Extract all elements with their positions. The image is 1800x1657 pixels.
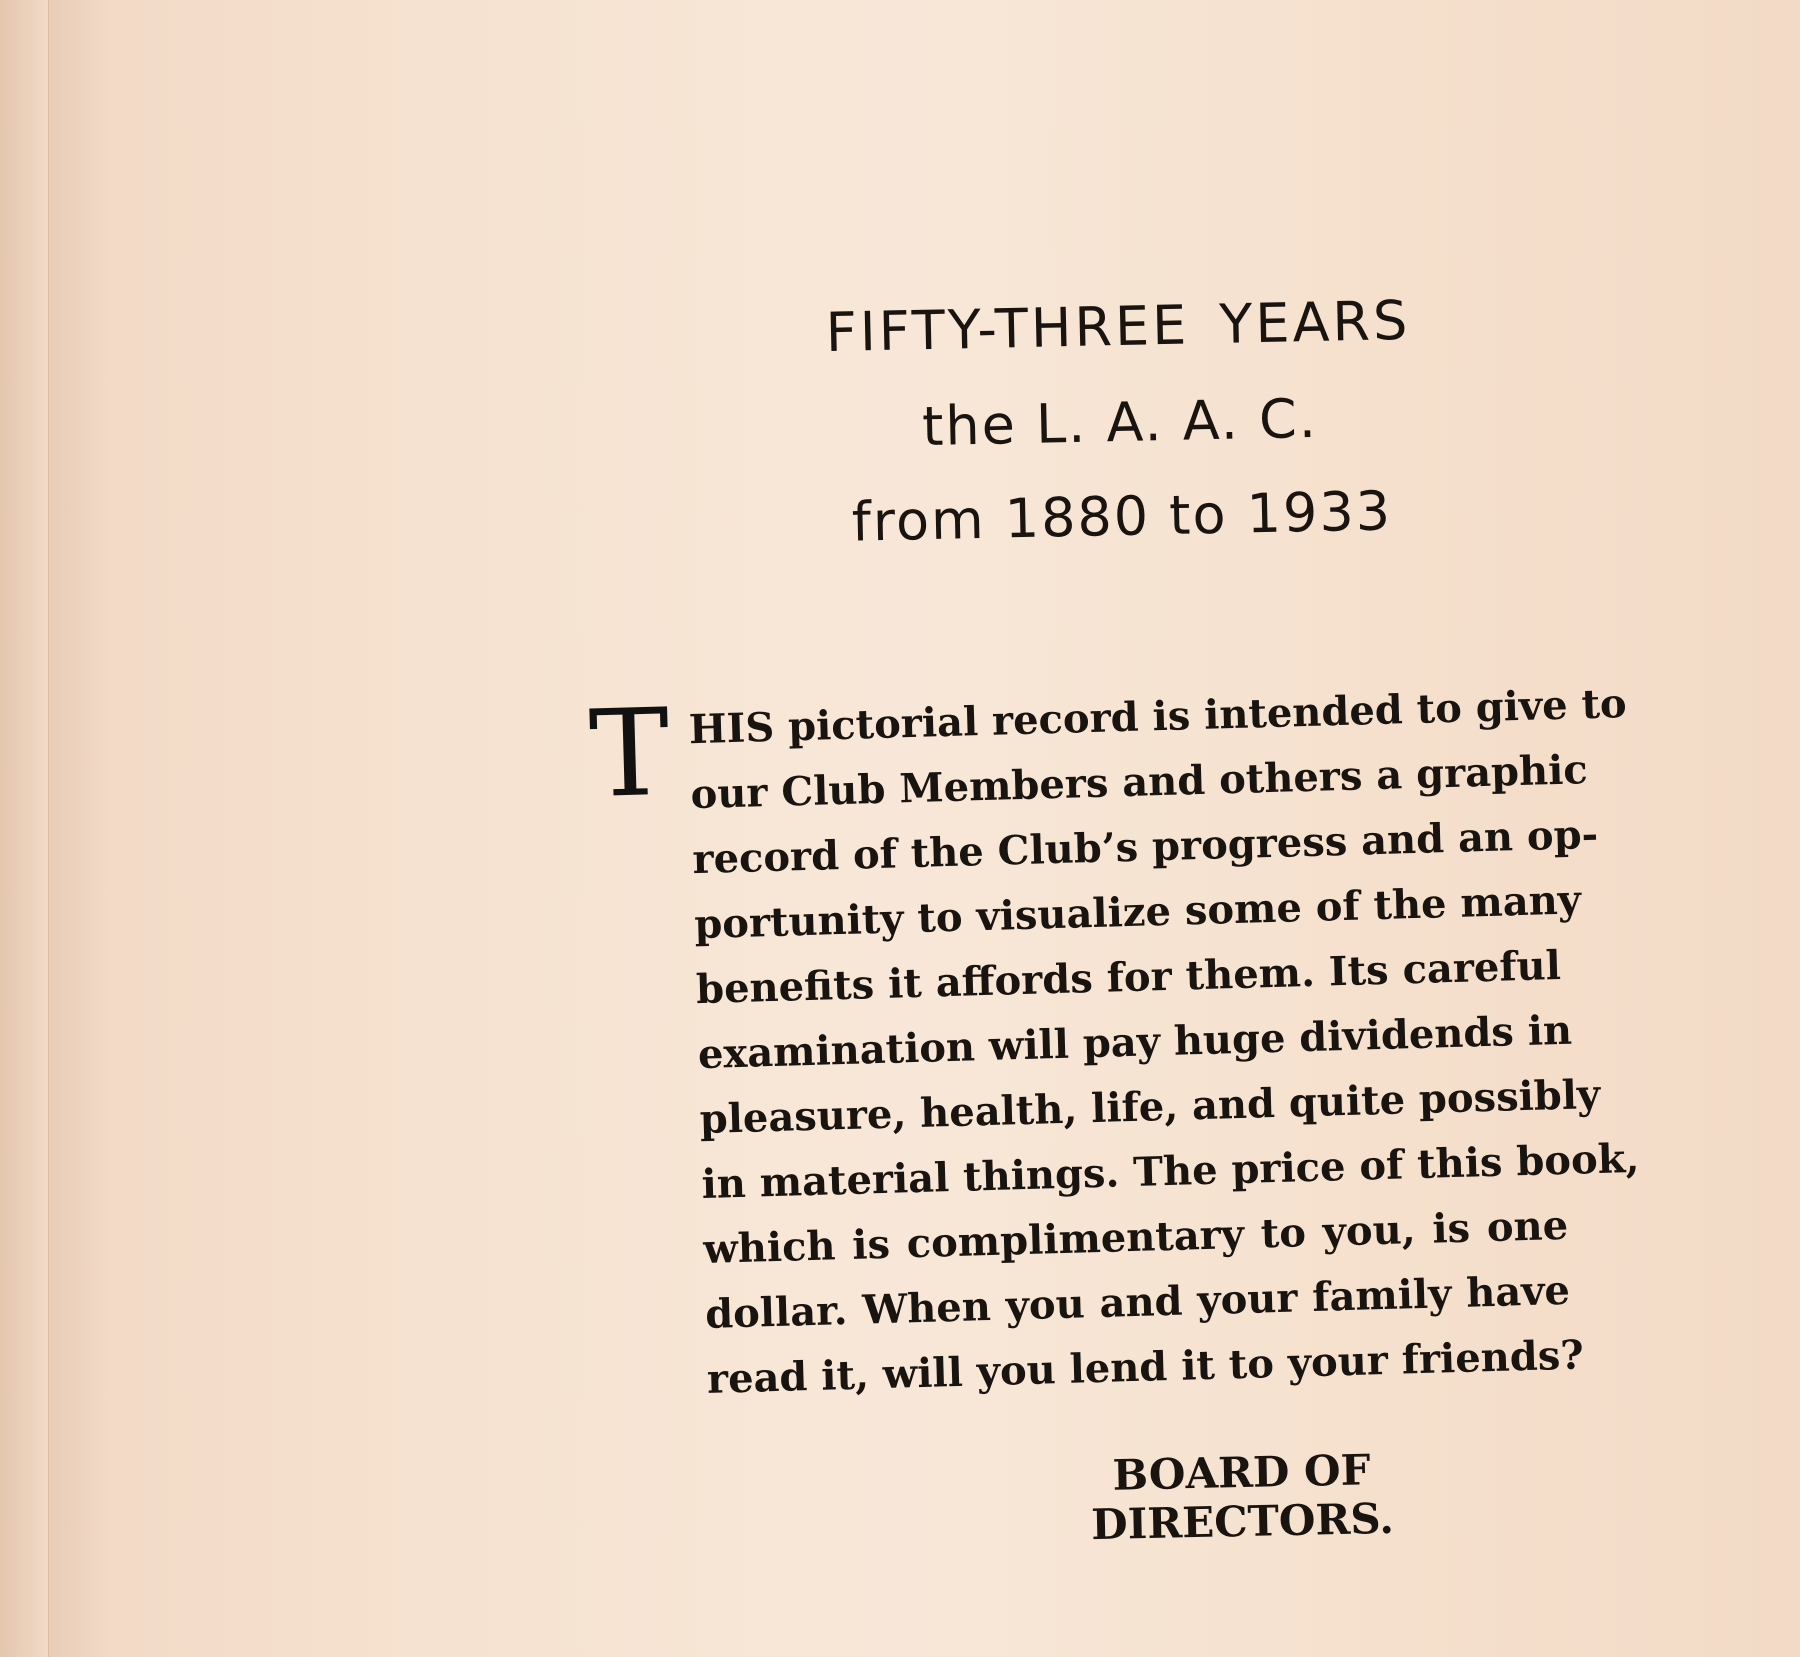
intro-paragraph-block (587, 672, 1640, 1414)
book-gutter-edge (0, 0, 49, 1657)
drop-cap-letter: T (587, 683, 672, 825)
paragraph-line: read it, will you lend it to your friends? (706, 1331, 1585, 1403)
signature-board-of-directors: BOARD OF DIRECTORS. (1090, 1445, 1395, 1550)
paragraph-line: benefits it affords for them. Its careful (695, 941, 1562, 1014)
title-heading: FIFTY-THREE YEARS (825, 288, 1411, 365)
paragraph-line: pleasure, health, life, and quite possibly (699, 1070, 1601, 1144)
title-date-range: from 1880 to 1933 (851, 479, 1393, 554)
paragraph-line: our Club Members and others a graphic (690, 746, 1589, 819)
paragraph-line: dollar. When you and your family have (704, 1266, 1571, 1338)
paragraph-line: in material things. The price of this book, (700, 1134, 1640, 1209)
intro-paragraph (688, 672, 1640, 1412)
paragraph-line: which is complimentary to you, is one (702, 1201, 1569, 1273)
title-block (738, 288, 1503, 554)
paragraph-line: record of the Club’s progress and an op- (691, 810, 1599, 884)
paragraph-line: HIS pictorial record is intended to give to (688, 680, 1628, 754)
page-shadow (48, 0, 108, 1657)
paragraph-line: examination will pay huge dividends in (697, 1006, 1573, 1079)
paragraph-line: portunity to visualize some of the many (693, 876, 1582, 949)
title-subheading: the L. A. A. C. (921, 386, 1319, 459)
